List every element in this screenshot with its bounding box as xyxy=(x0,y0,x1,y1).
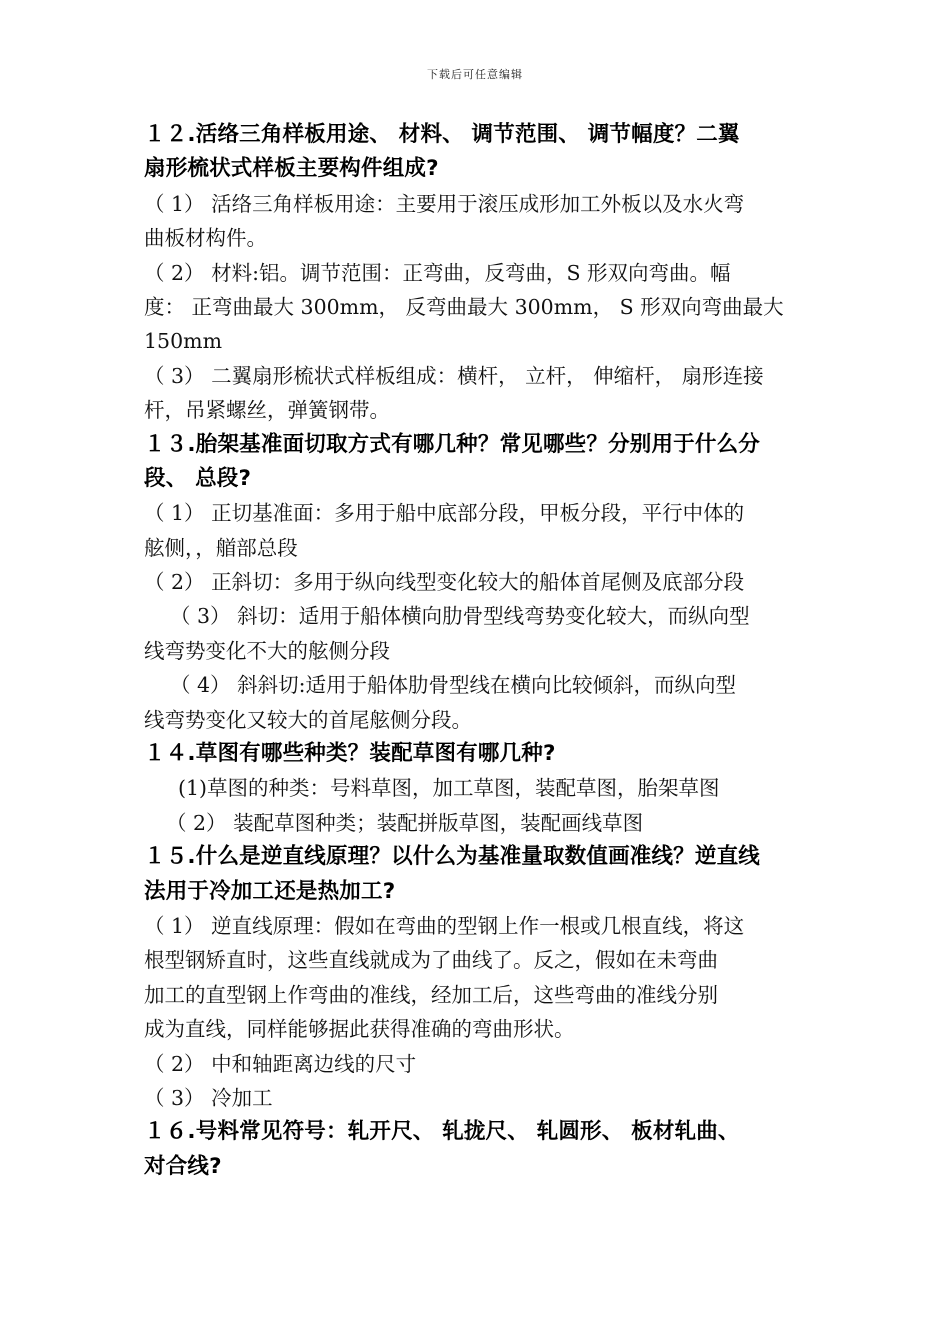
answer-line: （ 1） 逆直线原理：假如在弯曲的型钢上作一根或几根直线，将这 xyxy=(144,913,745,938)
question-line: １３.胎架基准面切取方式有哪几种？常见哪些？分别用于什么分 xyxy=(144,431,760,457)
question-line: 段、 总段? xyxy=(144,465,252,491)
answer-line: （ 2） 材料:铝。调节范围：正弯曲，反弯曲，S 形双向弯曲。幅 xyxy=(144,260,731,285)
answer-line: （ 1） 正切基准面：多用于船中底部分段，甲板分段，平行中体的 xyxy=(144,501,745,526)
answer-line: 舷侧，，艏部总段 xyxy=(144,535,298,560)
answer-line: （ 2） 中和轴距离边线的尺寸 xyxy=(144,1051,417,1076)
answer-line: （ 4） 斜斜切:适用于船体肋骨型线在横向比较倾斜，而纵向型 xyxy=(170,673,736,698)
answer-line: （ 1） 活络三角样板用途：主要用于滚压成形加工外板以及水火弯 xyxy=(144,191,745,216)
answer-line: 根型钢矫直时，这些直线就成为了曲线了。反之，假如在未弯曲 xyxy=(144,948,718,973)
question-line: １２.活络三角样板用途、 材料、 调节范围、 调节幅度？二翼 xyxy=(144,122,740,147)
answer-line: （ 3） 二翼扇形梳状式样板组成：横杆， 立杆， 伸缩杆， 扇形连接 xyxy=(144,363,764,388)
question-line: 扇形梳状式样板主要构件组成? xyxy=(144,156,439,182)
answer-line: 曲板材构件。 xyxy=(144,226,267,251)
answer-line: （ 2） 装配草图种类；装配拼版草图，装配画线草图 xyxy=(166,810,644,835)
answer-line: 度： 正弯曲最大 300mm， 反弯曲最大 300mm， S 形双向弯曲最大 xyxy=(144,294,784,319)
answer-line: 成为直线，同样能够据此获得准确的弯曲形状。 xyxy=(144,1017,575,1042)
question-line: 对合线? xyxy=(144,1153,222,1179)
question-line: １４.草图有哪些种类？装配草图有哪几种? xyxy=(144,741,556,767)
answer-line: （ 3） 斜切：适用于船体横向肋骨型线弯势变化较大，而纵向型 xyxy=(170,604,750,629)
answer-line: 线弯势变化又较大的首尾舷侧分段。 xyxy=(144,707,472,732)
answer-line: （ 3） 冷加工 xyxy=(144,1085,273,1110)
document-body xyxy=(144,118,809,1184)
answer-line: 杆，吊紧螺丝，弹簧钢带。 xyxy=(144,398,390,423)
question-line: 法用于冷加工还是热加工? xyxy=(144,878,396,904)
answer-line: （ 2） 正斜切：多用于纵向线型变化较大的船体首尾侧及底部分段 xyxy=(144,570,745,595)
answer-line: 加工的直型钢上作弯曲的准线，经加工后，这些弯曲的准线分别 xyxy=(144,982,718,1007)
answer-line: (1)草图的种类：号料草图，加工草图，装配草图，胎架草图 xyxy=(178,776,720,801)
answer-line: 150mm xyxy=(144,329,223,354)
page-header: 下载后可任意编辑 xyxy=(427,68,523,81)
question-line: １５.什么是逆直线原理？以什么为基准量取数值画准线？逆直线 xyxy=(144,844,760,870)
question-line: １６.号料常见符号：轧开尺、 轧拢尺、 轧圆形、 板材轧曲、 xyxy=(144,1119,740,1145)
answer-line: 线弯势变化不大的舷侧分段 xyxy=(144,638,390,663)
